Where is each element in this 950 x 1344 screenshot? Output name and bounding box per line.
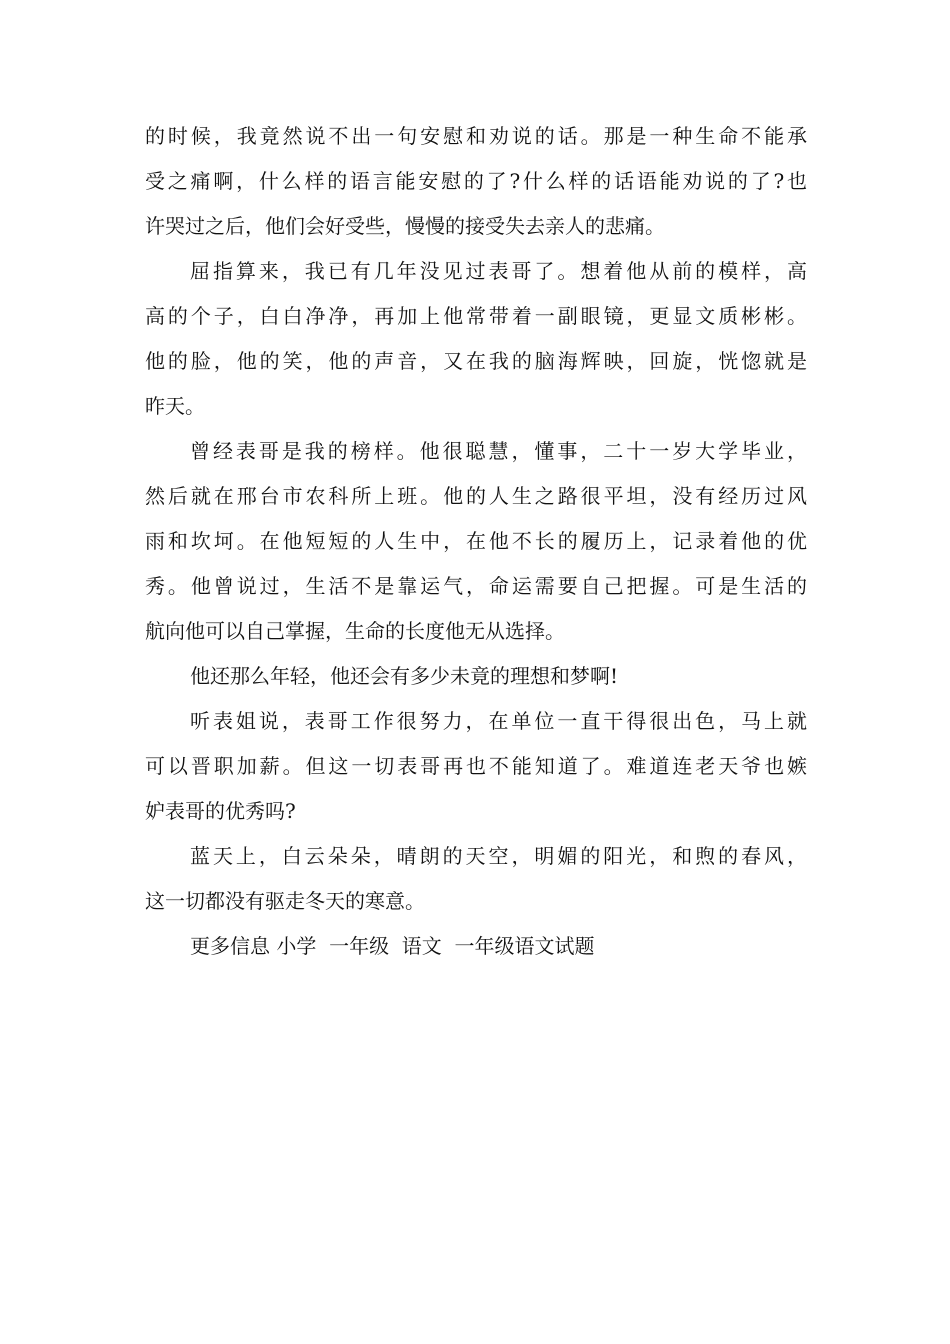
text-line: 他还那么年轻，他还会有多少未竟的理想和梦啊! <box>190 664 619 688</box>
text-line: 屈指算来，我已有几年没见过表哥了。想着他从前的模样，高 <box>190 259 807 283</box>
text-line: 受之痛啊，什么样的语言能安慰的了?什么样的话语能劝说的了?也 <box>145 169 807 193</box>
text-line: 蓝天上，白云朵朵，晴朗的天空，明媚的阳光，和煦的春风， <box>190 844 807 868</box>
text-line: 昨天。 <box>145 394 205 418</box>
text-line: 秀。他曾说过，生活不是靠运气，命运需要自己把握。可是生活的 <box>145 574 807 598</box>
article-body <box>145 114 807 969</box>
more-info-line: 更多信息 小学 一年级 语文 一年级语文试题 <box>190 934 595 958</box>
text-line: 妒表哥的优秀吗? <box>145 799 296 823</box>
text-line: 许哭过之后，他们会好受些，慢慢的接受失去亲人的悲痛。 <box>145 214 665 238</box>
paragraph-1 <box>145 114 807 249</box>
text-line: 听表姐说，表哥工作很努力，在单位一直干得很出色，马上就 <box>190 709 807 733</box>
text-line: 曾经表哥是我的榜样。他很聪慧，懂事，二十一岁大学毕业， <box>190 439 807 463</box>
more-info-paragraph <box>145 924 807 969</box>
text-line: 这一切都没有驱走冬天的寒意。 <box>145 889 425 913</box>
paragraph-3 <box>145 429 807 654</box>
text-line: 高的个子，白白净净，再加上他常带着一副眼镜，更显文质彬彬。 <box>145 304 807 328</box>
paragraph-5 <box>145 699 807 834</box>
text-line: 然后就在邢台市农科所上班。他的人生之路很平坦，没有经历过风 <box>145 484 807 508</box>
text-line: 雨和坎坷。在他短短的人生中，在他不长的履历上，记录着他的优 <box>145 529 807 553</box>
paragraph-6 <box>145 834 807 924</box>
paragraph-2 <box>145 249 807 429</box>
text-line: 他的脸，他的笑，他的声音，又在我的脑海辉映，回旋，恍惚就是 <box>145 349 807 373</box>
text-line: 的时候，我竟然说不出一句安慰和劝说的话。那是一种生命不能承 <box>145 124 807 148</box>
text-line: 航向他可以自己掌握，生命的长度他无从选择。 <box>145 619 565 643</box>
text-line: 可以晋职加薪。但这一切表哥再也不能知道了。难道连老天爷也嫉 <box>145 754 807 778</box>
paragraph-4 <box>145 654 807 699</box>
